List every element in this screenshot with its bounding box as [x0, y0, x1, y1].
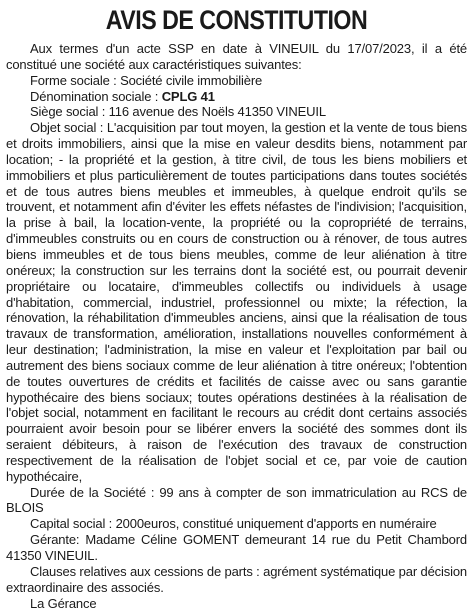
capital-social: Capital social : 2000euros, constitué uniquement d'apports en numéraire — [30, 516, 437, 532]
gerante: Gérante: Madame Céline GOMENT demeurant 14 rue du Petit Chambord 41350 VINEUIL. — [6, 532, 467, 563]
denomination-sociale — [6, 89, 467, 105]
denomination-value: CPLG 41 — [161, 88, 215, 104]
notice-body — [6, 41, 467, 611]
signature: La Gérance — [30, 595, 97, 611]
siege-social: Siège social : 116 avenue des Noëls 41350 VINEUIL — [30, 104, 326, 120]
duree-societe: Durée de la Société : 99 ans à compter de son immatriculation au RCS de BLOIS — [6, 484, 467, 516]
clauses-cessions: Clauses relatives aux cessions de parts : agrément systématique par décision extraordinaire des associés. — [6, 563, 467, 595]
denomination-label: Dénomination sociale : — [30, 88, 162, 104]
forme-sociale: Forme sociale : Société civile immobilière — [30, 72, 263, 88]
legal-notice — [6, 0, 467, 611]
notice-title: AVIS DE CONSTITUTION — [105, 5, 368, 35]
intro-paragraph: Aux termes d'un acte SSP en date à VINEUIL du 17/07/2023, il a été constitué une société aux caractéristiques suivantes: — [6, 41, 467, 72]
objet-social: Objet social : L'acquisition par tout moyen, la gestion et la vente de tous biens et droits immobiliers, ainsi que la mise en valeur desdits biens, notamment par location; - la propriété et la gestion, à titre civil, de tous les biens mobiliers et immobiliers et plus particulièrement de toutes participations dans toutes sociétés et de tous autres biens meubles et immeubles, à quelque endroit qu'ils se trouvent, et notamment afin d'éviter les effets néfastes de l'indivision; l'acquisition, la prise à bail, la location-vente, la propriété ou la copropriété de terrains, d'immeubles construits ou en cours de construction ou à rénover, de tous autres biens immeubles et de tous biens meubles, comme de leur aliénation à titre onéreux; la construction sur les terrains dont la société est, ou pourrait devenir propriétaire ou locataire, d'immeubles collectifs ou individuels à usage d'habitation, commercial, industriel, professionnel ou mixte; la réfection, la rénovation, la réhabilitation d'immeubles anciens, ainsi que la réalisation de tous travaux de transformation, amélioration, installations nouvelles conformément à leur destination; l'administration, la mise en valeur et l'exploitation par bail ou autrement des biens sociaux comme de leur aliénation à titre onéreux; l'obtention de toutes ouvertures de crédits et facilités de caisse avec ou sans garantie hypothécaire des biens sociaux; toutes opérations destinées à la réalisation de l'objet social, notamment en facilitant le recours au crédit dont certains associés pourraient avoir besoin pour se libérer envers la société des sommes dont ils seraient débiteurs, à raison de l'exécution des travaux de construction respectivement de la réalisation de l'objet social et ce, par voie de caution hypothécaire, — [6, 120, 467, 484]
